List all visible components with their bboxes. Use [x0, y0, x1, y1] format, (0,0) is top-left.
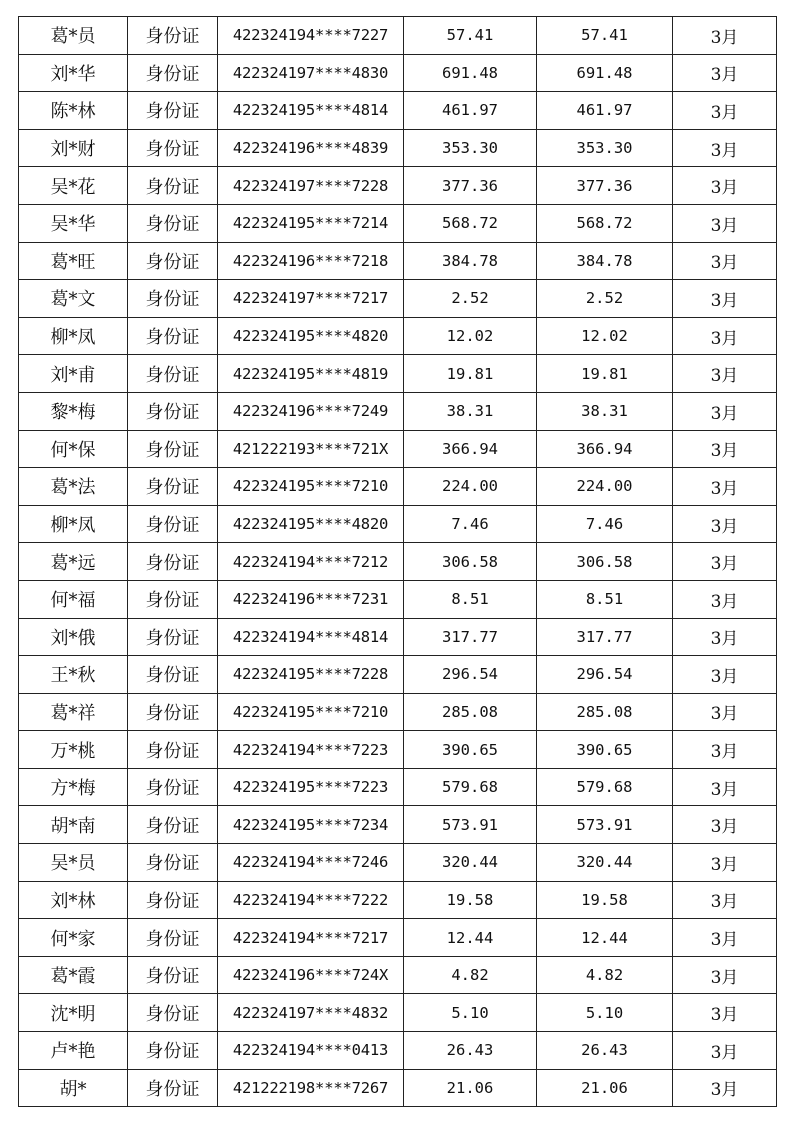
amount-cell: 21.06 — [404, 1069, 537, 1107]
id-number-cell: 422324195****7210 — [218, 693, 404, 731]
name-cell: 胡*南 — [19, 806, 128, 844]
id-type-cell: 身份证 — [128, 17, 218, 55]
amount-cell: 568.72 — [404, 204, 537, 242]
paid-amount-cell: 2.52 — [537, 280, 673, 318]
name-cell: 方*梅 — [19, 768, 128, 806]
id-type-cell: 身份证 — [128, 92, 218, 130]
month-cell: 3月 — [673, 881, 777, 919]
paid-amount-cell: 317.77 — [537, 618, 673, 656]
name-cell: 吴*员 — [19, 844, 128, 882]
paid-amount-cell: 12.02 — [537, 317, 673, 355]
month-cell: 3月 — [673, 280, 777, 318]
paid-amount-cell: 377.36 — [537, 167, 673, 205]
id-number-cell: 422324194****7222 — [218, 881, 404, 919]
id-number-cell: 422324195****7214 — [218, 204, 404, 242]
name-cell: 葛*旺 — [19, 242, 128, 280]
id-number-cell: 422324195****4819 — [218, 355, 404, 393]
amount-cell: 285.08 — [404, 693, 537, 731]
id-number-cell: 421222198****7267 — [218, 1069, 404, 1107]
month-cell: 3月 — [673, 994, 777, 1032]
table-row — [19, 317, 777, 355]
month-cell: 3月 — [673, 543, 777, 581]
table-row — [19, 580, 777, 618]
name-cell: 刘*华 — [19, 54, 128, 92]
id-number-cell: 422324196****7231 — [218, 580, 404, 618]
table-row — [19, 768, 777, 806]
name-cell: 何*保 — [19, 430, 128, 468]
paid-amount-cell: 19.58 — [537, 881, 673, 919]
table-row — [19, 392, 777, 430]
month-cell: 3月 — [673, 731, 777, 769]
month-cell: 3月 — [673, 317, 777, 355]
id-type-cell: 身份证 — [128, 242, 218, 280]
name-cell: 吴*花 — [19, 167, 128, 205]
table-row — [19, 280, 777, 318]
amount-cell: 7.46 — [404, 505, 537, 543]
id-type-cell: 身份证 — [128, 317, 218, 355]
amount-cell: 461.97 — [404, 92, 537, 130]
table-row — [19, 1032, 777, 1070]
id-number-cell: 422324195****7223 — [218, 768, 404, 806]
month-cell: 3月 — [673, 618, 777, 656]
paid-amount-cell: 390.65 — [537, 731, 673, 769]
table-row — [19, 505, 777, 543]
table-row — [19, 618, 777, 656]
id-number-cell: 422324194****4814 — [218, 618, 404, 656]
month-cell: 3月 — [673, 129, 777, 167]
name-cell: 葛*员 — [19, 17, 128, 55]
id-number-cell: 421222193****721X — [218, 430, 404, 468]
amount-cell: 12.44 — [404, 919, 537, 957]
name-cell: 何*家 — [19, 919, 128, 957]
table-row — [19, 543, 777, 581]
name-cell: 陈*林 — [19, 92, 128, 130]
amount-cell: 691.48 — [404, 54, 537, 92]
id-type-cell: 身份证 — [128, 392, 218, 430]
id-type-cell: 身份证 — [128, 693, 218, 731]
id-number-cell: 422324195****7234 — [218, 806, 404, 844]
amount-cell: 2.52 — [404, 280, 537, 318]
id-type-cell: 身份证 — [128, 806, 218, 844]
id-type-cell: 身份证 — [128, 280, 218, 318]
amount-cell: 320.44 — [404, 844, 537, 882]
id-number-cell: 422324196****724X — [218, 956, 404, 994]
table-row — [19, 204, 777, 242]
table-row — [19, 844, 777, 882]
table-row — [19, 92, 777, 130]
paid-amount-cell: 21.06 — [537, 1069, 673, 1107]
id-number-cell: 422324194****7212 — [218, 543, 404, 581]
table-row — [19, 693, 777, 731]
table-row — [19, 167, 777, 205]
amount-cell: 57.41 — [404, 17, 537, 55]
amount-cell: 224.00 — [404, 468, 537, 506]
paid-amount-cell: 461.97 — [537, 92, 673, 130]
id-number-cell: 422324195****7228 — [218, 656, 404, 694]
amount-cell: 5.10 — [404, 994, 537, 1032]
name-cell: 何*福 — [19, 580, 128, 618]
name-cell: 万*桃 — [19, 731, 128, 769]
month-cell: 3月 — [673, 204, 777, 242]
month-cell: 3月 — [673, 956, 777, 994]
paid-amount-cell: 320.44 — [537, 844, 673, 882]
name-cell: 卢*艳 — [19, 1032, 128, 1070]
id-type-cell: 身份证 — [128, 54, 218, 92]
paid-amount-cell: 4.82 — [537, 956, 673, 994]
table-row — [19, 242, 777, 280]
month-cell: 3月 — [673, 430, 777, 468]
id-type-cell: 身份证 — [128, 881, 218, 919]
table-row — [19, 881, 777, 919]
month-cell: 3月 — [673, 768, 777, 806]
paid-amount-cell: 306.58 — [537, 543, 673, 581]
name-cell: 胡* — [19, 1069, 128, 1107]
table-row — [19, 956, 777, 994]
id-type-cell: 身份证 — [128, 919, 218, 957]
paid-amount-cell: 579.68 — [537, 768, 673, 806]
id-type-cell: 身份证 — [128, 1069, 218, 1107]
paid-amount-cell: 7.46 — [537, 505, 673, 543]
amount-cell: 366.94 — [404, 430, 537, 468]
id-type-cell: 身份证 — [128, 543, 218, 581]
paid-amount-cell: 57.41 — [537, 17, 673, 55]
id-type-cell: 身份证 — [128, 1032, 218, 1070]
id-type-cell: 身份证 — [128, 580, 218, 618]
month-cell: 3月 — [673, 1032, 777, 1070]
amount-cell: 8.51 — [404, 580, 537, 618]
month-cell: 3月 — [673, 468, 777, 506]
paid-amount-cell: 224.00 — [537, 468, 673, 506]
id-number-cell: 422324194****7227 — [218, 17, 404, 55]
id-number-cell: 422324196****7249 — [218, 392, 404, 430]
paid-amount-cell: 285.08 — [537, 693, 673, 731]
name-cell: 吴*华 — [19, 204, 128, 242]
table-row — [19, 468, 777, 506]
month-cell: 3月 — [673, 54, 777, 92]
month-cell: 3月 — [673, 505, 777, 543]
month-cell: 3月 — [673, 656, 777, 694]
id-type-cell: 身份证 — [128, 768, 218, 806]
month-cell: 3月 — [673, 919, 777, 957]
paid-amount-cell: 691.48 — [537, 54, 673, 92]
id-type-cell: 身份证 — [128, 355, 218, 393]
table-row — [19, 54, 777, 92]
month-cell: 3月 — [673, 806, 777, 844]
amount-cell: 19.81 — [404, 355, 537, 393]
table-row — [19, 355, 777, 393]
amount-cell: 26.43 — [404, 1032, 537, 1070]
id-number-cell: 422324196****4839 — [218, 129, 404, 167]
table-row — [19, 430, 777, 468]
amount-cell: 4.82 — [404, 956, 537, 994]
table-row — [19, 17, 777, 55]
month-cell: 3月 — [673, 580, 777, 618]
amount-cell: 377.36 — [404, 167, 537, 205]
paid-amount-cell: 12.44 — [537, 919, 673, 957]
id-type-cell: 身份证 — [128, 994, 218, 1032]
amount-cell: 573.91 — [404, 806, 537, 844]
table-row — [19, 1069, 777, 1107]
paid-amount-cell: 26.43 — [537, 1032, 673, 1070]
id-number-cell: 422324196****7218 — [218, 242, 404, 280]
name-cell: 柳*凤 — [19, 505, 128, 543]
paid-amount-cell: 366.94 — [537, 430, 673, 468]
id-number-cell: 422324194****7223 — [218, 731, 404, 769]
name-cell: 刘*财 — [19, 129, 128, 167]
name-cell: 刘*林 — [19, 881, 128, 919]
paid-amount-cell: 19.81 — [537, 355, 673, 393]
id-type-cell: 身份证 — [128, 956, 218, 994]
id-type-cell: 身份证 — [128, 430, 218, 468]
amount-cell: 19.58 — [404, 881, 537, 919]
paid-amount-cell: 353.30 — [537, 129, 673, 167]
table-row — [19, 994, 777, 1032]
table-row — [19, 129, 777, 167]
id-type-cell: 身份证 — [128, 505, 218, 543]
id-type-cell: 身份证 — [128, 731, 218, 769]
id-type-cell: 身份证 — [128, 656, 218, 694]
id-number-cell: 422324195****7210 — [218, 468, 404, 506]
amount-cell: 353.30 — [404, 129, 537, 167]
paid-amount-cell: 5.10 — [537, 994, 673, 1032]
paid-amount-cell: 38.31 — [537, 392, 673, 430]
amount-cell: 296.54 — [404, 656, 537, 694]
paid-amount-cell: 8.51 — [537, 580, 673, 618]
table-row — [19, 656, 777, 694]
name-cell: 王*秋 — [19, 656, 128, 694]
amount-cell: 317.77 — [404, 618, 537, 656]
id-type-cell: 身份证 — [128, 844, 218, 882]
data-table — [18, 16, 777, 1107]
id-number-cell: 422324195****4820 — [218, 505, 404, 543]
month-cell: 3月 — [673, 355, 777, 393]
name-cell: 葛*祥 — [19, 693, 128, 731]
id-type-cell: 身份证 — [128, 468, 218, 506]
amount-cell: 390.65 — [404, 731, 537, 769]
name-cell: 刘*俄 — [19, 618, 128, 656]
month-cell: 3月 — [673, 167, 777, 205]
month-cell: 3月 — [673, 242, 777, 280]
name-cell: 葛*霞 — [19, 956, 128, 994]
id-type-cell: 身份证 — [128, 129, 218, 167]
name-cell: 沈*明 — [19, 994, 128, 1032]
paid-amount-cell: 573.91 — [537, 806, 673, 844]
id-number-cell: 422324197****4830 — [218, 54, 404, 92]
paid-amount-cell: 384.78 — [537, 242, 673, 280]
id-type-cell: 身份证 — [128, 204, 218, 242]
month-cell: 3月 — [673, 844, 777, 882]
name-cell: 刘*甫 — [19, 355, 128, 393]
month-cell: 3月 — [673, 17, 777, 55]
id-type-cell: 身份证 — [128, 618, 218, 656]
month-cell: 3月 — [673, 693, 777, 731]
id-number-cell: 422324197****7217 — [218, 280, 404, 318]
month-cell: 3月 — [673, 92, 777, 130]
paid-amount-cell: 568.72 — [537, 204, 673, 242]
month-cell: 3月 — [673, 392, 777, 430]
id-number-cell: 422324195****4820 — [218, 317, 404, 355]
id-number-cell: 422324194****7246 — [218, 844, 404, 882]
name-cell: 柳*凤 — [19, 317, 128, 355]
amount-cell: 12.02 — [404, 317, 537, 355]
table-row — [19, 731, 777, 769]
name-cell: 黎*梅 — [19, 392, 128, 430]
name-cell: 葛*远 — [19, 543, 128, 581]
name-cell: 葛*文 — [19, 280, 128, 318]
id-number-cell: 422324197****7228 — [218, 167, 404, 205]
amount-cell: 38.31 — [404, 392, 537, 430]
id-type-cell: 身份证 — [128, 167, 218, 205]
table-row — [19, 919, 777, 957]
paid-amount-cell: 296.54 — [537, 656, 673, 694]
table-body — [19, 17, 777, 1107]
name-cell: 葛*法 — [19, 468, 128, 506]
id-number-cell: 422324195****4814 — [218, 92, 404, 130]
id-number-cell: 422324194****7217 — [218, 919, 404, 957]
amount-cell: 306.58 — [404, 543, 537, 581]
amount-cell: 579.68 — [404, 768, 537, 806]
id-number-cell: 422324197****4832 — [218, 994, 404, 1032]
id-number-cell: 422324194****0413 — [218, 1032, 404, 1070]
table-row — [19, 806, 777, 844]
month-cell: 3月 — [673, 1069, 777, 1107]
amount-cell: 384.78 — [404, 242, 537, 280]
